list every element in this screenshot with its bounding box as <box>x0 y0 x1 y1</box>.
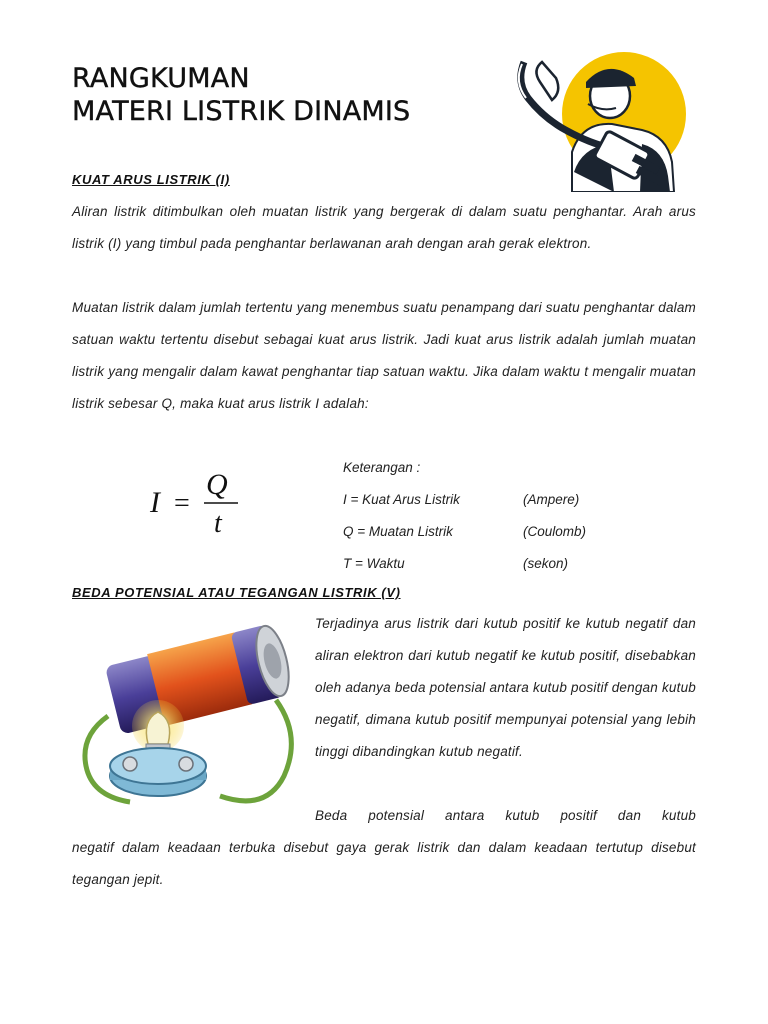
paragraph-current-definition: Muatan listrik dalam jumlah tertentu yang menembus suatu penampang dari suatu penghantar dalam satuan waktu tertentu disebut sebagai kuat arus listrik. Jadi kuat arus listrik adalah jumlah muatan listrik yang mengalir dalam kawat penghantar tiap satuan waktu. Jika dalam waktu t mengalir muatan listrik sebesar Q, maka kuat arus listrik I adalah: <box>72 300 696 411</box>
legend-label: I = Kuat Arus Listrik <box>343 492 460 507</box>
section-heading-voltage: BEDA POTENSIAL ATAU TEGANGAN LISTRIK (V) <box>72 585 401 600</box>
legend-unit: (Coulomb) <box>523 524 587 539</box>
formula-legend <box>343 452 703 580</box>
legend-title: Keterangan : <box>343 460 421 475</box>
paragraph-voltage-intro: Terjadinya arus listrik dari kutub positif ke kutub negatif dan aliran elektron dari kutub negatif ke kutub positif, disebabkan oleh adanya beda potensial antara kutub positif dengan kutub negatif, dimana kutub positif mempunyai potensial yang lebih tinggi dibandingkan kutub negatif. <box>315 616 696 759</box>
legend-row <box>343 548 703 580</box>
paragraph-current-intro: Aliran listrik ditimbulkan oleh muatan listrik yang bergerak di dalam suatu penghantar. Arah arus listrik (I) yang timbul pada penghantar berlawanan arah dengan arah gerak elektron. <box>72 204 696 251</box>
title-line-2: MATERI LISTRIK DINAMIS <box>72 96 411 127</box>
current-formula <box>148 466 248 546</box>
formula-lhs: I <box>150 486 160 519</box>
legend-label: Q = Muatan Listrik <box>343 524 453 539</box>
legend-unit: (Ampere) <box>523 492 580 507</box>
formula-numerator: Q <box>206 468 228 501</box>
title-line-1: RANGKUMAN <box>72 63 250 94</box>
legend-unit: (sekon) <box>523 556 569 571</box>
legend-label: T = Waktu <box>343 556 405 571</box>
paragraph-voltage-emf: negatif dalam keadaan terbuka disebut gaya gerak listrik dan dalam keadaan tertutup disebut tegangan jepit. <box>72 840 696 887</box>
section-heading-current: KUAT ARUS LISTRIK (I) <box>72 172 230 187</box>
legend-row <box>343 484 703 516</box>
battery-circuit-illustration <box>70 616 300 814</box>
formula-denominator: t <box>214 508 222 539</box>
electrician-illustration <box>512 52 692 192</box>
formula-equals: = <box>174 488 190 519</box>
legend-row <box>343 516 703 548</box>
paragraph-voltage-emf-start: Beda potensial antara kutub positif dan kutub <box>315 808 696 823</box>
page-title <box>72 62 492 128</box>
